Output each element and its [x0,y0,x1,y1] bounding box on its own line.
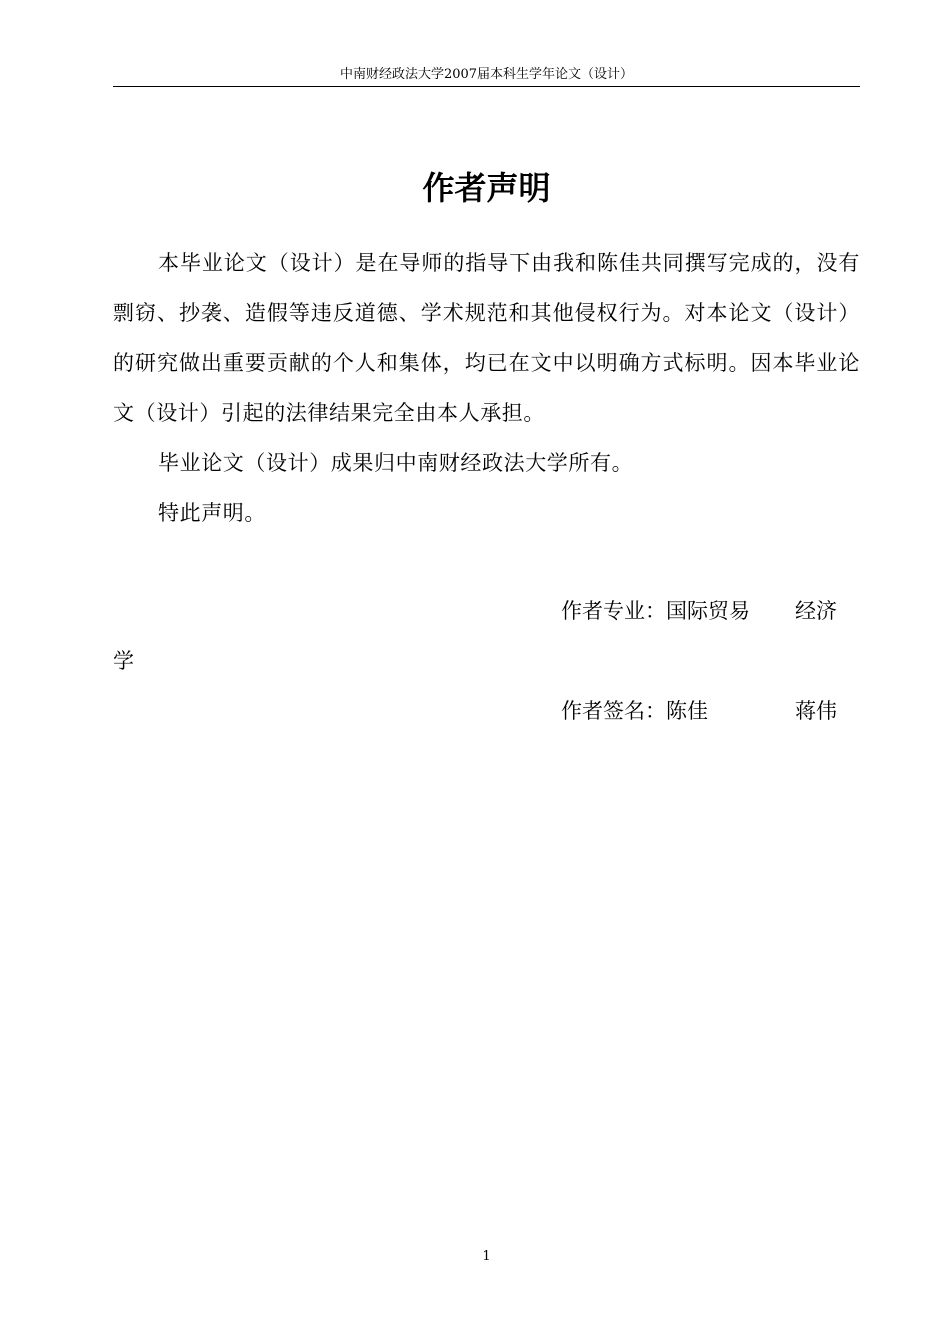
closing-paragraph: 特此声明。 [158,501,266,525]
page-title: 作者声明 [422,169,551,207]
author-major-continuation: 经济 [795,599,837,623]
page-header: 中南财经政法大学2007届本科生学年论文（设计） [339,67,634,82]
author-signature-label: 作者签名：陈佳 [561,699,708,723]
ownership-paragraph: 毕业论文（设计）成果归中南财经政法大学所有。 [158,451,634,475]
page-number: 1 [482,1249,491,1264]
second-author-name: 蒋伟 [795,699,837,723]
author-major-wrap: 学 [113,649,134,673]
declaration-paragraph: 本毕业论文（设计）是在导师的指导下由我和陈佳共同撰写完成的，没有剽窃、抄袭、造假等违反道德、学术规范和其他侵权行为。对本论文（设计）的研究做出重要贡献的个人和集体，均已在文中以明确方式标明。因本毕业论文（设计）引起的法律结果完全由本人承担。 [113,251,860,425]
header-divider [113,86,860,87]
author-major-label: 作者专业：国际贸易 [561,599,750,623]
